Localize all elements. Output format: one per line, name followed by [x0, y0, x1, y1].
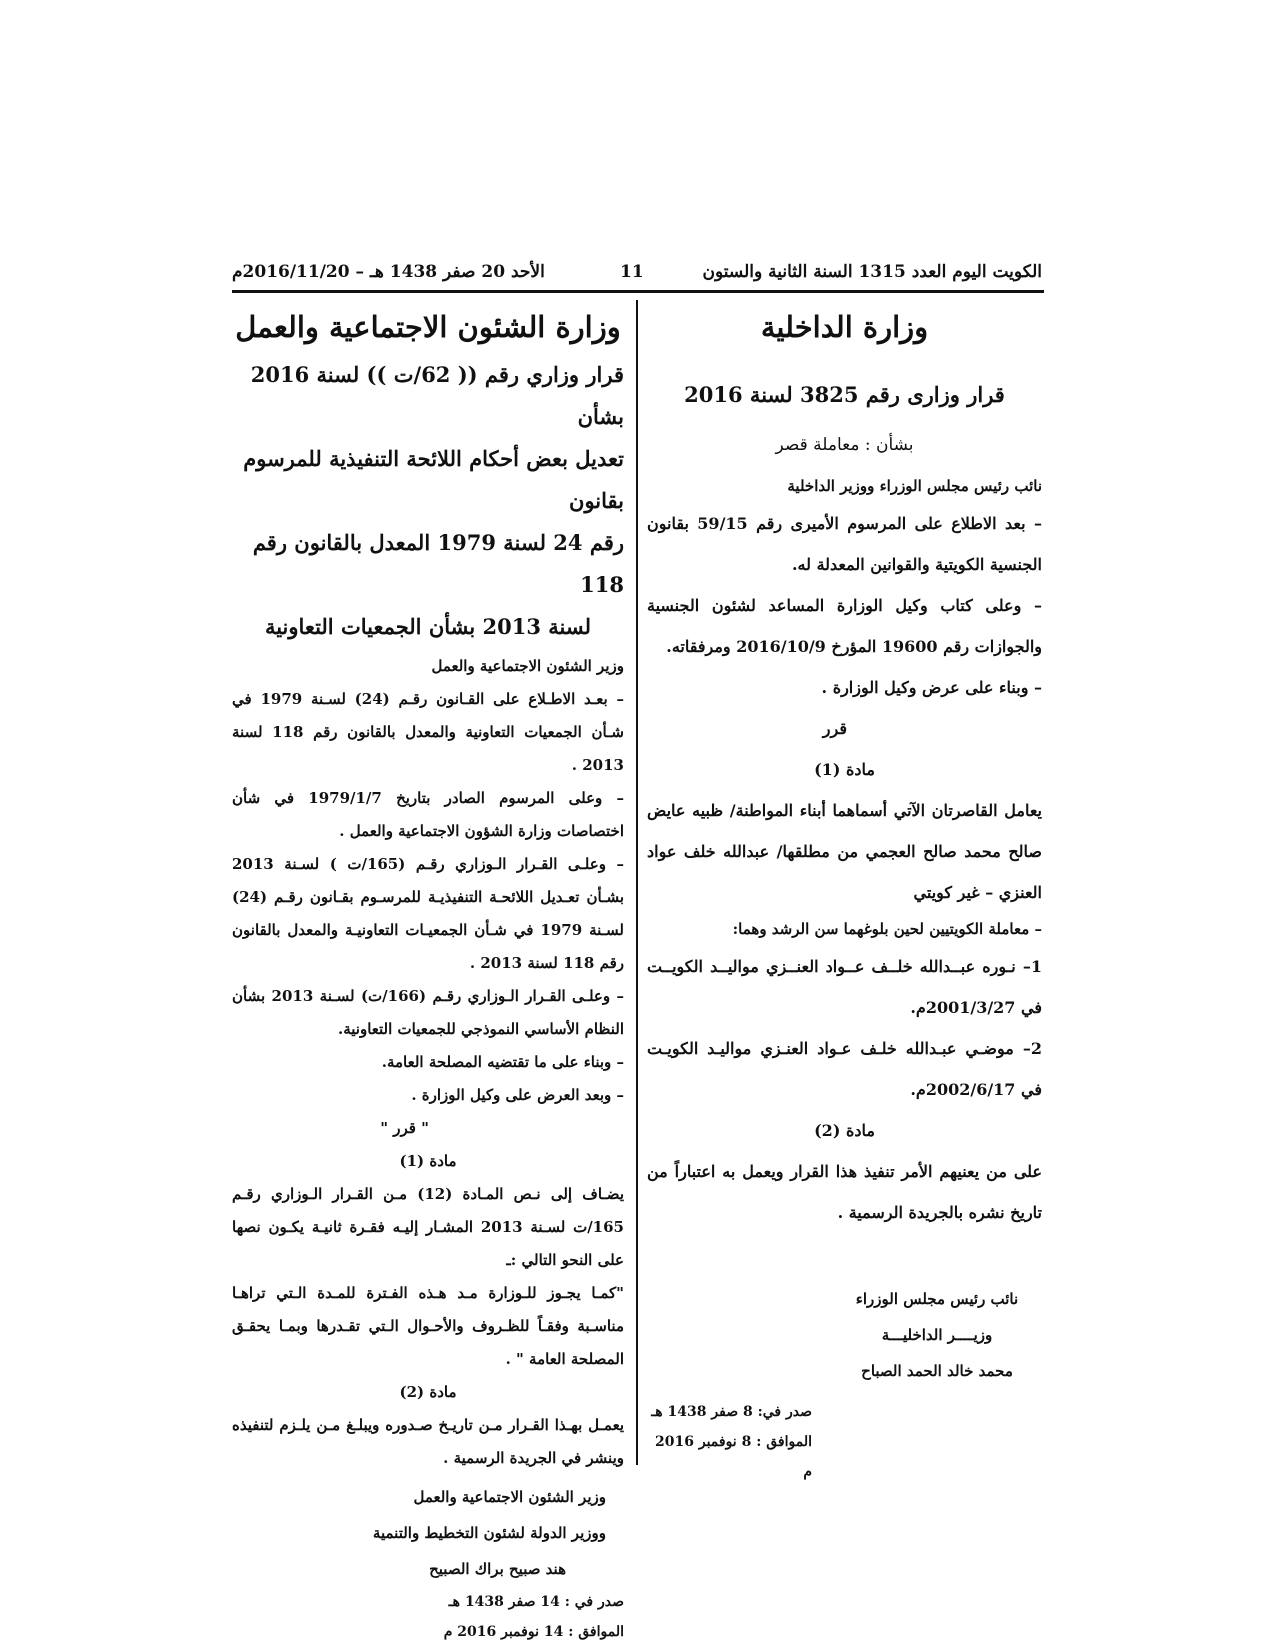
preamble-2: – وعلى كتاب وكيل الوزارة المساعد لشئون الجنسية والجوازات رقم 19600 المؤرخ 2016/10/9 ومرفقاته.: [647, 596, 1042, 656]
decree-title-line-4: لسنة 2013 بشأن الجمعيات التعاونية: [264, 614, 592, 639]
issuer-line: نائب رئيس مجلس الوزراء ووزير الداخلية: [787, 477, 1042, 495]
decided-label: قرر: [822, 719, 847, 738]
social-affairs-decree-column: [232, 300, 624, 1647]
signatory-title-2: ووزير الدولة لشئون التخطيط والتنمية: [372, 1524, 606, 1542]
article-1-heading: مادة (1): [814, 760, 875, 779]
article-1-heading: مادة (1): [399, 1152, 457, 1170]
header-date: الأحد 20 صفر 1438 هـ – 2016/11/20م: [232, 262, 545, 282]
article-1-note: – معاملة الكويتيين لحين بلوغهما سن الرشد وهما:: [732, 920, 1042, 938]
preamble-1: – بعـد الاطـلاع على القـانون رقـم (24) لسـنة 1979 في شـأن الجمعيات التعاونية والمعدل بالقانون رقم 118 لسنة 2013 .: [232, 690, 624, 774]
issued-date: صدر في: 8 صفر 1438 هـ: [651, 1404, 812, 1420]
article-2-text: يعمـل بهـذا القـرار مـن تاريـخ صـدوره ويبلـغ مـن يلـزم لتنفيذه وينشر في الجريدة الرسمية .: [232, 1416, 624, 1467]
header-rule: [232, 290, 1044, 293]
article-1-text: يضـاف إلى نـص المـادة (12) مـن القـرار الـوزاري رقـم 165/ت لسـنة 2013 المشـار إليـه فقـرة ثانيـة يكـون نصها على النحو التالي :ـ: [232, 1185, 624, 1269]
signatory-title-2: وزيــــر الداخليـــة: [881, 1326, 993, 1344]
minor-1: 1– نـوره عبــدالله خلــف عــواد العنــزي مواليــد الكويــت في 2001/3/27م.: [647, 957, 1042, 1017]
issuer-line: وزير الشئون الاجتماعية والعمل: [431, 657, 624, 675]
preamble-4: – وعلـى القـرار الـوزاري رقـم (166/ت) لسـنة 2013 بشأن النظام الأساسي النموذجي للجمعيات التعاونية.: [232, 987, 624, 1038]
ministry-title: وزارة الداخلية: [760, 310, 929, 344]
minor-2: 2– موضـي عبـدالله خلـف عـواد العنـزي مواليـد الكويـت في 2002/6/17م.: [647, 1039, 1042, 1099]
preamble-5: – وبناء على ما تقتضيه المصلحة العامة.: [381, 1053, 624, 1071]
article-2-heading: مادة (2): [814, 1121, 875, 1140]
preamble-1: – بعد الاطلاع على المرسوم الأميرى رقم 59/15 بقانون الجنسية الكويتية والقوانين المعدلة له.: [647, 514, 1042, 574]
preamble-3: – وبناء على عرض وكيل الوزارة .: [821, 678, 1042, 697]
preamble-2: – وعلى المرسوم الصادر بتاريخ 1979/1/7 في شأن اختصاصات وزارة الشؤون الاجتماعية والعمل .: [232, 789, 624, 840]
decree-title: قرار وزارى رقم 3825 لسنة 2016: [684, 382, 1005, 407]
issued-date: صدر في : 14 صفر 1438 هـ: [448, 1594, 624, 1610]
decree-subject: بشأن : معاملة قصر: [775, 435, 914, 455]
decree-title-line-1: قرار وزاري رقم (( 62/ت )) لسنة 2016 بشأن: [250, 362, 624, 429]
header-issue-info: الكويت اليوم العدد 1315 السنة الثانية والستون: [702, 262, 1042, 282]
article-1-quote: "كمـا يجـوز للـوزارة مـد هـذه الفـترة للمـدة الـتي تراهـا مناسـبة وفقـاً للظـروف والأحـوال الـتي تقـدرها وبمـا يحقـق المصلحة العامة " .: [232, 1284, 624, 1368]
decree-title-line-2: تعديل بعض أحكام اللائحة التنفيذية للمرسوم بقانون: [243, 446, 624, 513]
column-divider: [636, 300, 638, 1465]
signatory-title-1: نائب رئيس مجلس الوزراء: [855, 1290, 1019, 1308]
article-1-text: يعامل القاصرتان الآتي أسماهما أبناء المواطنة/ ظبيه عايض صالح محمد صالح العجمي من مطلقها/ عبدالله خلف عواد العنزي – غير كويتي: [647, 801, 1042, 902]
interior-decree-column: [647, 300, 1042, 1487]
article-2-heading: مادة (2): [399, 1383, 457, 1401]
decree-title-line-3: رقم 24 لسنة 1979 المعدل بالقانون رقم 118: [252, 530, 624, 597]
corresponding-date: الموافق : 8 نوفمبر 2016 م: [655, 1434, 812, 1480]
page-header: [232, 262, 1042, 286]
corresponding-date: الموافق : 14 نوفمبر 2016 م: [443, 1624, 624, 1640]
ministry-title: وزارة الشئون الاجتماعية والعمل: [235, 310, 621, 344]
article-2-text: على من يعنيهم الأمر تنفيذ هذا القرار ويعمل به اعتباراً من تاريخ نشره بالجريدة الرسمية .: [647, 1162, 1042, 1222]
signatory-name: محمد خالد الحمد الصباح: [861, 1362, 1013, 1380]
signatory-name: هند صبيح براك الصبيح: [429, 1560, 566, 1578]
signatory-title-1: وزير الشئون الاجتماعية والعمل: [413, 1488, 606, 1506]
preamble-6: – وبعد العرض على وكيل الوزارة .: [411, 1086, 624, 1104]
preamble-3: – وعلـى القـرار الـوزاري رقـم (165/ت ) لسـنة 2013 بشـأن تعـديل اللائحـة التنفيذيـة للمرسـوم بقـانون رقـم (24) لسـنة 1979 في شـأن الجمعيـات التعاونيـة والمعدل بالقانون رقم 118 لسنة 2013 .: [232, 855, 625, 972]
decided-label: " قرر ": [380, 1119, 429, 1137]
page-number: 11: [620, 262, 644, 282]
